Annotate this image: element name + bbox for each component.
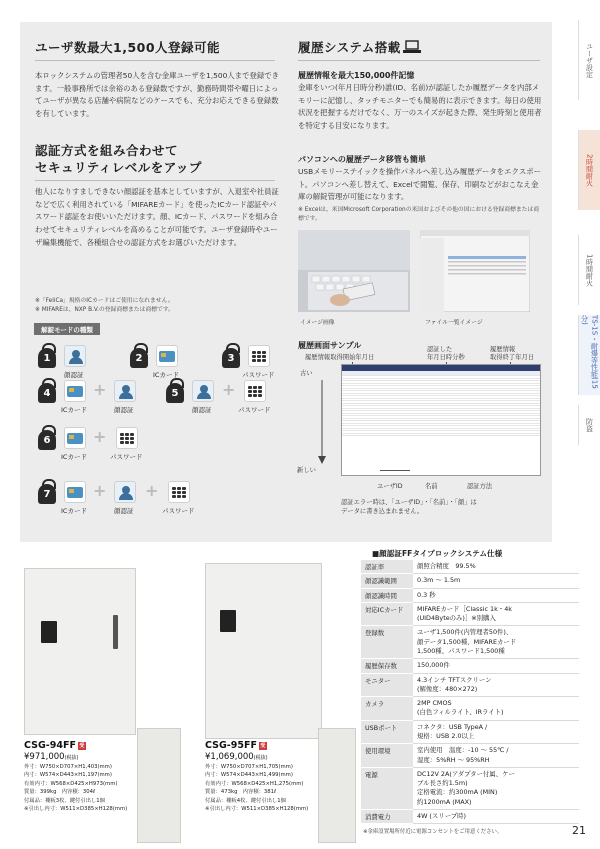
side-tab-1h-fireproof[interactable]: 1時間耐火 xyxy=(578,235,600,305)
divider xyxy=(35,180,275,181)
face-icon xyxy=(114,380,136,402)
spec-row xyxy=(361,574,579,588)
page-number: 21 xyxy=(572,824,586,837)
mode-7-label-2: 顔認証 xyxy=(114,507,134,515)
spec-value xyxy=(413,602,579,626)
mode-4-badge: 4 xyxy=(38,383,56,403)
spec-key: 電源 xyxy=(361,767,413,809)
pc-transfer-body: USBメモリーステイックを操作パネルへ差し込み履歴データをエクスポート。パソコンへ差し替えて、Excelで閲覧、保存、印刷などがおこなえ金庫の解錠管理が可能になります。 xyxy=(298,167,542,202)
laptop-icon xyxy=(403,40,421,54)
keypad-icon xyxy=(168,481,190,503)
mode-4-label-1: ICカード xyxy=(61,406,87,414)
plus-icon: + xyxy=(93,481,107,500)
spec-row xyxy=(361,626,579,659)
spec-footnote: ※金庫設置場所付近に電源コンセントをご用意ください。 xyxy=(363,829,503,835)
mode-2-badge: 2 xyxy=(130,348,148,368)
callout-auth-time-1: 認証した xyxy=(427,346,453,353)
price-csg-95ff: ¥1,069,000(税抜) xyxy=(205,752,268,762)
spec-value xyxy=(413,809,579,823)
spec-key: 顔認識範囲 xyxy=(361,574,413,588)
spec-row xyxy=(361,767,579,809)
spec-key: モニター xyxy=(361,673,413,697)
callout-end-date-2: 取得終了年月日 xyxy=(490,354,535,361)
face-icon xyxy=(114,481,136,503)
spec-row xyxy=(361,720,579,744)
mode-7-label-3: パスワード xyxy=(162,507,195,515)
history-screen-sample xyxy=(341,364,541,476)
label-new: 新しい xyxy=(297,467,316,474)
mode-5-badge: 5 xyxy=(166,383,184,403)
spec-key: 顔認識時間 xyxy=(361,588,413,602)
ic-card-icon xyxy=(64,481,86,503)
section-user-count-title: ユーザ数最大1,500人登録可能 xyxy=(35,40,221,55)
ic-card-icon xyxy=(64,427,86,449)
keypad-icon xyxy=(248,345,270,367)
section-history-title: 履歴システム搭載 xyxy=(298,40,401,55)
spec-value-line: ユーザ1,500件(内管理者50件)、 xyxy=(417,628,513,637)
safe-csg-94ff-image xyxy=(24,568,136,735)
spec-row xyxy=(361,744,579,768)
ic-card-icon xyxy=(64,380,86,402)
side-index-tabs xyxy=(578,20,600,440)
spec-key: カメラ xyxy=(361,697,413,721)
spec-value-line: 顔照合精度 99.5% xyxy=(417,562,476,570)
spec-value-line: 約1200mA (MAX) xyxy=(417,797,472,806)
spec-value-line: 2MP CMOS xyxy=(417,699,452,708)
spec-value-line: 4.3インチ TFTスクリーン xyxy=(417,675,492,684)
spec-value xyxy=(413,659,579,673)
down-arrow-icon xyxy=(317,380,327,464)
mifare-note: ※ MIFAREは、NXP B.V.の登録商標または商標です。 xyxy=(35,307,174,313)
order-badge: 受 xyxy=(260,743,266,749)
spec-value-line: DC12V 2A(アダプター付属、ケー xyxy=(417,769,515,778)
plus-icon: + xyxy=(222,380,236,399)
mode-6-badge: 6 xyxy=(38,430,56,450)
mode-7-badge: 7 xyxy=(38,484,56,504)
spec-row xyxy=(361,588,579,602)
callout-start-date: 履歴情報取得開始年月日 xyxy=(305,354,375,361)
spec-value-line: 定格電流：約300mA (MIN) xyxy=(417,788,498,797)
spec-value xyxy=(413,767,579,809)
safe-csg-94ff-interior xyxy=(137,728,181,843)
label-user-id: ユーザID xyxy=(377,483,403,490)
divider xyxy=(298,60,540,61)
plus-icon: + xyxy=(145,481,159,500)
callout-line xyxy=(380,470,410,471)
spec-value xyxy=(413,574,579,588)
spec-value-line: 150,000件 xyxy=(417,661,450,670)
price-csg-94ff: ¥971,000(税抜) xyxy=(24,752,79,762)
spec-value-line: 室内使用 温度：-10 〜 55℃ / xyxy=(417,746,509,755)
label-name: 名前 xyxy=(425,483,438,490)
spec-value-line: コネクタ：USB TypeA / xyxy=(417,722,488,731)
spec-row xyxy=(361,697,579,721)
spec-row xyxy=(361,809,579,823)
safe-csg-95ff-image xyxy=(205,563,322,739)
callout-end-date-1: 履歴情報 xyxy=(490,346,516,353)
mode-6-label-2: パスワード xyxy=(110,453,143,461)
history-capacity-body: 金庫をいつ(年月日時分秒)誰(ID、名前)が認証したか履歴データを内部メモリーに記憶し、タッチモニターでも簡易的に表示できます。毎日の使用状況を把握するだけでなく、万一のスイズが起きた際、発生時刻と使用者を特定する目安になります。 xyxy=(298,83,542,131)
plus-icon: + xyxy=(93,427,107,446)
spec-value xyxy=(413,744,579,768)
section-user-count-body: 本ロックシステムの管理者50人を含む金庫ユーザを1,500人まで登録できます。一般事務所では余裕のある登録数ですが、勤務時間帯や曜日によってユーザが異なる店舗や病院などのケースでも、充分お応えできる登録数を有しています。 xyxy=(35,71,280,119)
felica-note: ※「FeliCa」規格のICカードはご使用になれません。 xyxy=(35,298,174,304)
spec-row xyxy=(361,673,579,697)
spec-value-line: (白色フィルライト、IRライト) xyxy=(417,708,504,717)
spec-key: 使用環境 xyxy=(361,744,413,768)
auth-mode-header: 解錠モードの種類 xyxy=(34,323,100,335)
image-caption-left: イメージ画像 xyxy=(300,320,335,326)
mode-4-label-2: 顔認証 xyxy=(114,406,134,414)
spec-value-line: ブル長さ約1.5m) xyxy=(417,779,468,788)
label-auth-method: 認証方法 xyxy=(467,483,493,490)
spec-csg-95ff: 外寸：W750×D707×H1,705(mm) 内寸：W574×D443×H1,499(mm) 有効内寸：W568×D425×H1,275(mm) 質量：473kg 内容積：381ℓ 付属品：棚板4枚、鍵付引出し1個 ※引出し内寸：W511×D385×H128(mm) xyxy=(205,764,309,813)
spec-value xyxy=(413,673,579,697)
mode-5-label-2: パスワード xyxy=(238,406,271,414)
safe-handle xyxy=(41,621,57,643)
spec-key: 認証率 xyxy=(361,560,413,574)
error-note-line1: 認証エラー時は、「ユーザID」・「名前」・「顔」は xyxy=(341,499,477,506)
side-tab-anti-theft[interactable]: 防盗 xyxy=(578,405,600,445)
spec-value xyxy=(413,588,579,602)
keypad-icon xyxy=(116,427,138,449)
side-tab-ts15[interactable]: TS-1S・耐爆等性能(15分) xyxy=(578,315,600,395)
spec-key: 消費電力 xyxy=(361,809,413,823)
mode-1-label-1: 顔認証 xyxy=(64,371,84,379)
history-capacity-subtitle: 履歴情報を最大150,000件記憶 xyxy=(298,71,415,80)
ic-card-icon xyxy=(156,345,178,367)
file-list-screenshot xyxy=(420,230,530,312)
spec-table-title: ■顔認証FFタイプロックシステム仕様 xyxy=(372,549,503,558)
spec-row xyxy=(361,560,579,574)
spec-value-line: (解像度：480×272) xyxy=(417,684,478,693)
label-old: 古い xyxy=(300,370,313,377)
pc-transfer-subtitle: パソコンへの履歴データ移管も簡単 xyxy=(298,155,426,164)
mode-7-label-1: ICカード xyxy=(61,507,87,515)
spec-csg-94ff: 外寸：W750×D707×H1,403(mm) 内寸：W574×D443×H1,197(mm) 有効内寸：W568×D425×H973(mm) 質量：399kg 内容積：304ℓ 付属品：棚板3枚、鍵付引出し1個 ※引出し内寸：W511×D385×H128(mm) xyxy=(24,764,128,813)
mode-3-badge: 3 xyxy=(222,348,240,368)
spec-value xyxy=(413,626,579,659)
excel-note: ※ Excelは、米国Microsoft Corporationの米国およびその他の国における登録商標または商標です。 xyxy=(298,207,540,223)
face-icon xyxy=(64,345,86,367)
spec-row xyxy=(361,602,579,626)
spec-value-line: 顔データ1,500種、MIFAREカード xyxy=(417,637,517,646)
spec-value xyxy=(413,720,579,744)
spec-key: 登録数 xyxy=(361,626,413,659)
spec-value-line: 1,500種、パスワード1,500種 xyxy=(417,646,505,655)
spec-value-line: 0.3m 〜 1.5m xyxy=(417,576,461,585)
mode-3-label-1: パスワード xyxy=(242,371,275,379)
usb-laptop-photo xyxy=(298,230,410,312)
history-sample-title: 履歴画面サンプル xyxy=(298,341,362,350)
divider xyxy=(35,60,275,61)
spec-key: 対応ICカード xyxy=(361,602,413,626)
spec-value-line: 規格：USB 2.0以上 xyxy=(417,731,475,740)
spec-key: USBポート xyxy=(361,720,413,744)
safe-csg-95ff-interior xyxy=(318,728,356,843)
spec-value xyxy=(413,560,579,574)
mode-2-label-1: ICカード xyxy=(153,371,179,379)
side-tab-2h-fireproof[interactable]: 2時間耐火 xyxy=(578,130,600,210)
spec-value-line: MIFAREカード［Classic 1k・4k xyxy=(417,604,512,613)
mode-5-label-1: 顔認証 xyxy=(192,406,212,414)
face-icon xyxy=(192,380,214,402)
spec-table xyxy=(361,560,579,824)
section-auth-title-line1: 認証方式を組み合わせて xyxy=(35,143,179,158)
spec-key: 履歴保存数 xyxy=(361,659,413,673)
spec-value-line: 0.3 秒 xyxy=(417,590,436,599)
mode-6-label-1: ICカード xyxy=(61,453,87,461)
image-caption-right: ファイル一覧イメージ xyxy=(425,320,483,326)
error-note-line2: データに書き込まれません。 xyxy=(341,508,424,515)
mode-1-badge: 1 xyxy=(38,348,56,368)
side-tab-user-setting[interactable]: ユーザ設定 xyxy=(578,20,600,100)
order-badge: 受 xyxy=(79,743,85,749)
keypad-icon xyxy=(244,380,266,402)
callout-auth-time-2: 年月日時分秒 xyxy=(427,354,465,361)
spec-value-line: 4W (スリープ時) xyxy=(417,811,467,820)
section-auth-body: 他人になりすましできない顔認証を基本としていますが、入退室や社員証などで広く利用されている「MIFAREカード」を使ったICカード認証やパスワード認証をお使いいただけます。顔、ICカード、パスワードを組み合わせてセキュリティレベルを高めることが可能です。ユーザ登録時やユーザ編集機能で、各種組合せの認証方式をお選びいただけます。 xyxy=(35,187,279,247)
spec-value xyxy=(413,697,579,721)
safe-hinge xyxy=(113,615,118,649)
spec-value-line: 湿度：5%RH 〜 95%RH xyxy=(417,755,490,764)
safe-handle xyxy=(220,610,236,632)
model-csg-94ff: CSG-94FF 受 xyxy=(24,740,85,751)
spec-row xyxy=(361,659,579,673)
section-auth-title-line2: セキュリティレベルをアップ xyxy=(35,160,202,175)
model-csg-95ff: CSG-95FF 受 xyxy=(205,740,266,751)
spec-value-line: (UID4Byteのみ)］※別購入 xyxy=(417,614,496,623)
plus-icon: + xyxy=(93,380,107,399)
